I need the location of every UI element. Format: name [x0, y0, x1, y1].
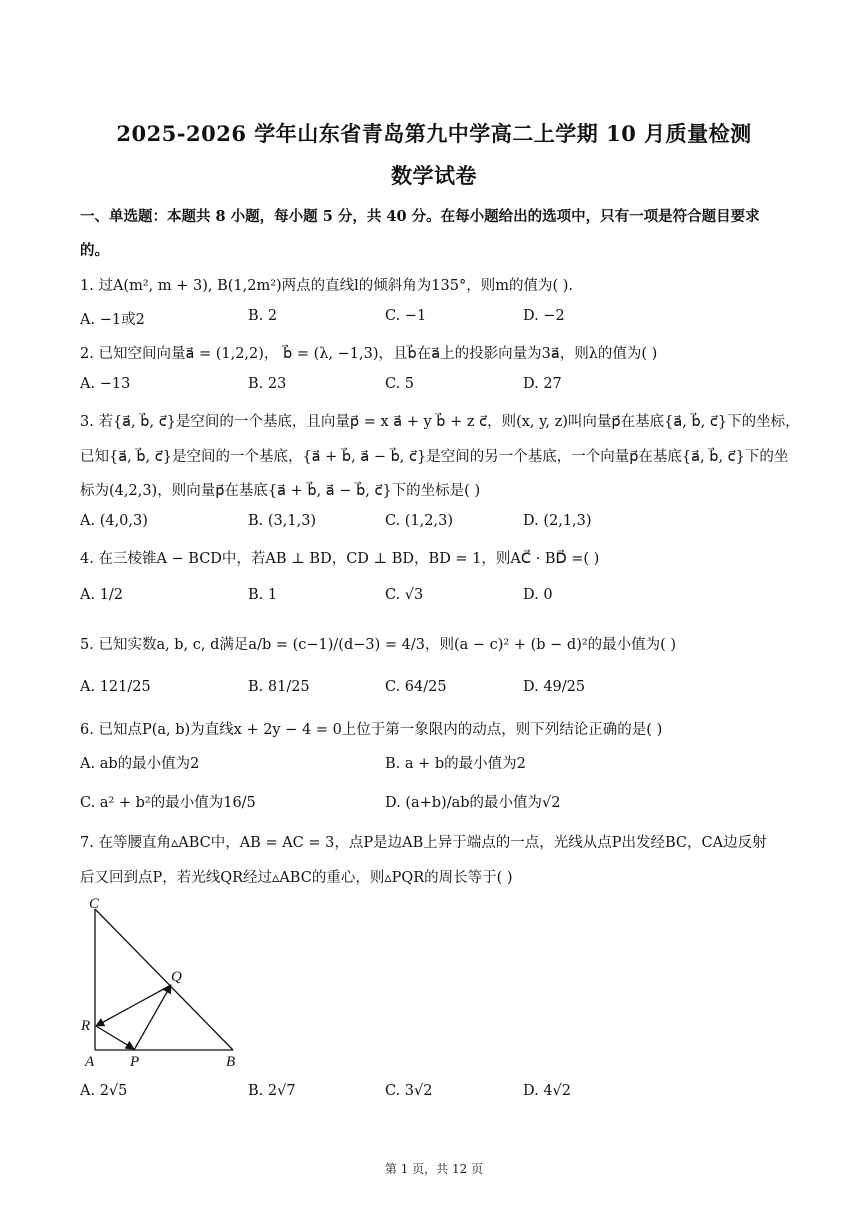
- page-footer: 第 1 页，共 12 页: [384, 1162, 484, 1176]
- question-3-stem-1: 3. 若{a⃗, b⃗, c⃗}是空间的一个基底，且向量p⃗ = x a⃗ + y b⃗ + z c⃗，则(x, y, z)叫向量p⃗在基底{a⃗, b⃗, c⃗}下的坐标，: [80, 414, 800, 430]
- section-heading-cont: 的。: [80, 242, 109, 259]
- label-p: P: [130, 1054, 140, 1070]
- label-r: R: [81, 1018, 91, 1034]
- question-4-stem: 4. 在三棱锥A − BCD中，若AB ⊥ BD，CD ⊥ BD，BD = 1，则AC⃗ · BD⃗ =( ): [80, 551, 600, 567]
- q2-option-c: C. 5: [385, 376, 415, 392]
- question-1-stem: 1. 过A(m², m + 3), B(1,2m²)两点的直线l的倾斜角为135°，则m的值为( ).: [80, 278, 574, 294]
- q4-option-c: C. √3: [385, 587, 424, 603]
- q1-option-c: C. −1: [385, 308, 427, 324]
- q5-option-b: B. 81/25: [248, 679, 310, 695]
- q5-option-a: A. 121/25: [80, 679, 151, 695]
- question-2-stem: 2. 已知空间向量a⃗ = (1,2,2)， b⃗ = (λ, −1,3)，且b⃗在a⃗上的投影向量为3a⃗，则λ的值为( ): [80, 346, 658, 362]
- question-6-stem: 6. 已知点P(a, b)为直线x + 2y − 4 = 0上位于第一象限内的动点，则下列结论正确的是( ): [80, 722, 663, 738]
- q1-option-a: A. −1或2: [80, 312, 145, 328]
- q5-option-d: D. 49/25: [523, 679, 586, 695]
- label-q: Q: [171, 969, 182, 985]
- q7-option-c: C. 3√2: [385, 1083, 433, 1099]
- q4-option-d: D. 0: [523, 587, 553, 603]
- q6-option-c: C. a² + b²的最小值为16/5: [80, 795, 256, 811]
- q6-option-b: B. a + b的最小值为2: [385, 756, 526, 772]
- q4-option-b: B. 1: [248, 587, 278, 603]
- triangle-figure: [76, 892, 256, 1077]
- q7-option-b: B. 2√7: [248, 1083, 296, 1099]
- q1-option-b: B. 2: [248, 308, 278, 324]
- q1-option-d: D. −2: [523, 308, 565, 324]
- q3-option-b: B. (3,1,3): [248, 513, 317, 529]
- section-heading: 一、单选题：本题共 8 小题，每小题 5 分，共 40 分。在每小题给出的选项中，只有一项是符合题目要求: [80, 208, 760, 225]
- ray-rp: [96, 1026, 134, 1049]
- q2-option-d: D. 27: [523, 376, 562, 392]
- q6-option-a: A. ab的最小值为2: [80, 756, 200, 772]
- exam-subtitle: 数学试卷: [391, 163, 477, 188]
- label-b: B: [226, 1054, 236, 1070]
- q4-option-a: A. 1/2: [80, 587, 124, 603]
- q7-option-a: A. 2√5: [80, 1083, 128, 1099]
- exam-title: 2025-2026 学年山东省青岛第九中学高二上学期 10 月质量检测: [116, 121, 752, 146]
- q5-option-c: C. 64/25: [385, 679, 447, 695]
- q7-option-d: D. 4√2: [523, 1083, 572, 1099]
- question-5-stem: 5. 已知实数a, b, c, d满足a/b = (c−1)/(d−3) = 4/3，则(a − c)² + (b − d)²的最小值为( ): [80, 637, 677, 653]
- q6-option-d: D. (a+b)/ab的最小值为√2: [385, 795, 561, 811]
- question-7-stem-1: 7. 在等腰直角▵ABC中，AB = AC = 3，点P是边AB上异于端点的一点，光线从点P出发经BC，CA边反射: [80, 835, 767, 851]
- side-cb: [95, 909, 233, 1050]
- label-c: C: [89, 896, 100, 912]
- question-3-stem-3: 标为(4,2,3)，则向量p⃗在基底{a⃗ + b⃗, a⃗ − b⃗, c⃗}下的坐标是( ): [80, 483, 481, 499]
- label-a: A: [85, 1054, 95, 1070]
- q2-option-b: B. 23: [248, 376, 287, 392]
- question-7-stem-2: 后又回到点P，若光线QR经过▵ABC的重心，则▵PQR的周长等于( ): [80, 870, 513, 886]
- q3-option-a: A. (4,0,3): [80, 513, 148, 529]
- question-3-stem-2: 已知{a⃗, b⃗, c⃗}是空间的一个基底，{a⃗ + b⃗, a⃗ − b⃗, c⃗}是空间的另一个基底，一个向量p⃗在基底{a⃗, b⃗, c⃗}下的坐: [80, 449, 789, 465]
- q3-option-c: C. (1,2,3): [385, 513, 454, 529]
- q2-option-a: A. −13: [80, 376, 131, 392]
- q3-option-d: D. (2,1,3): [523, 513, 592, 529]
